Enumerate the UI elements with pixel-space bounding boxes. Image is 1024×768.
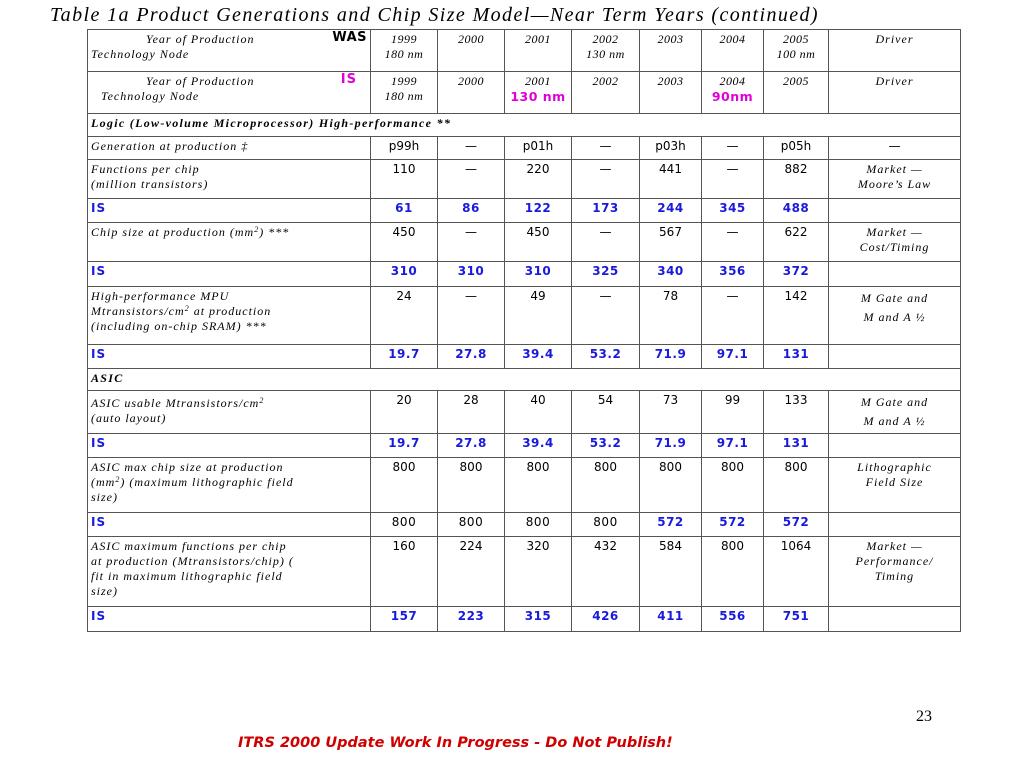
is-label: IS bbox=[88, 345, 371, 369]
header-cell: 2004 90nm bbox=[702, 72, 764, 114]
header-cell: 2000 bbox=[438, 72, 505, 114]
is-cell: 61 bbox=[371, 199, 438, 223]
cell: 54 bbox=[572, 391, 640, 434]
header-cell: 2005 bbox=[764, 72, 829, 114]
table-row-mpu-density-is bbox=[88, 345, 961, 369]
is-cell: 86 bbox=[438, 199, 505, 223]
is-cell: 800 bbox=[505, 513, 572, 537]
driver-cell: M Gate and M and A ½ bbox=[829, 391, 961, 434]
cell: — bbox=[438, 287, 505, 345]
cell: — bbox=[572, 223, 640, 262]
driver-cell: M Gate and M and A ½ bbox=[829, 287, 961, 345]
cell: 110 bbox=[371, 160, 438, 199]
driver-cell-empty bbox=[829, 434, 961, 458]
cell: 800 bbox=[702, 458, 764, 513]
cell: 49 bbox=[505, 287, 572, 345]
cell: 99 bbox=[702, 391, 764, 434]
is-cell: 131 bbox=[764, 345, 829, 369]
is-cell: 39.4 bbox=[505, 345, 572, 369]
is-label: IS bbox=[88, 199, 371, 223]
cell: 800 bbox=[505, 458, 572, 513]
driver-header: Driver bbox=[829, 30, 961, 72]
cell: 882 bbox=[764, 160, 829, 199]
table-row-chip-size-is bbox=[88, 262, 961, 287]
is-cell: 19.7 bbox=[371, 345, 438, 369]
is-cell: 800 bbox=[438, 513, 505, 537]
driver-cell-empty bbox=[829, 513, 961, 537]
cell: 584 bbox=[640, 537, 702, 607]
product-generations-table bbox=[87, 29, 961, 632]
cell: — bbox=[572, 287, 640, 345]
cell: — bbox=[572, 137, 640, 160]
cell: 800 bbox=[640, 458, 702, 513]
cell: 441 bbox=[640, 160, 702, 199]
table-row-asic-density-is bbox=[88, 434, 961, 458]
cell: 220 bbox=[505, 160, 572, 199]
was-tag: WAS bbox=[332, 30, 367, 45]
header-row-was bbox=[88, 30, 961, 72]
is-cell: 751 bbox=[764, 607, 829, 632]
table-row-asic-max-chip-is bbox=[88, 513, 961, 537]
year-of-production-label: Year of Production bbox=[146, 74, 255, 88]
row-label: ASIC maximum functions per chip at production (Mtransistors/chip) ( fit in maximum lithographic field size) bbox=[88, 537, 371, 607]
is-cell: 27.8 bbox=[438, 345, 505, 369]
is-cell: 27.8 bbox=[438, 434, 505, 458]
cell: 450 bbox=[505, 223, 572, 262]
header-cell: 2002 130 nm bbox=[572, 30, 640, 72]
row-label: ASIC usable Mtransistors/$cm^2$ (auto layout) bbox=[88, 391, 371, 434]
is-cell: 572 bbox=[764, 513, 829, 537]
table-row-chip-size bbox=[88, 223, 961, 262]
cell: p05h bbox=[764, 137, 829, 160]
header-cell: 1999 180 nm bbox=[371, 30, 438, 72]
row-label: ASIC max chip size at production $(mm^2)$ (maximum lithographic field size) bbox=[88, 458, 371, 513]
page-number: 23 bbox=[916, 708, 932, 725]
header-cell: 2002 bbox=[572, 72, 640, 114]
is-cell: 345 bbox=[702, 199, 764, 223]
is-cell: 97.1 bbox=[702, 345, 764, 369]
is-cell: 488 bbox=[764, 199, 829, 223]
table-row-asic-functions-is bbox=[88, 607, 961, 632]
page-title: Table 1a Product Generations and Chip Size Model—Near Term Years (continued) bbox=[50, 4, 819, 26]
cell: 24 bbox=[371, 287, 438, 345]
technology-node-label: Technology Node bbox=[91, 47, 190, 61]
cell: 800 bbox=[371, 458, 438, 513]
is-cell: 572 bbox=[702, 513, 764, 537]
is-cell: 372 bbox=[764, 262, 829, 287]
driver-cell: Market — Moore’s Law bbox=[829, 160, 961, 199]
is-cell: 310 bbox=[505, 262, 572, 287]
is-cell: 97.1 bbox=[702, 434, 764, 458]
table-row-asic-density bbox=[88, 391, 961, 434]
cell: 20 bbox=[371, 391, 438, 434]
is-cell: 340 bbox=[640, 262, 702, 287]
cell: 800 bbox=[438, 458, 505, 513]
is-label: IS bbox=[88, 434, 371, 458]
is-cell: 244 bbox=[640, 199, 702, 223]
is-cell: 71.9 bbox=[640, 434, 702, 458]
is-label: IS bbox=[88, 262, 371, 287]
table-row-mpu-density bbox=[88, 287, 961, 345]
header-cell: 2003 bbox=[640, 30, 702, 72]
is-cell: 223 bbox=[438, 607, 505, 632]
cell: 800 bbox=[702, 537, 764, 607]
is-cell: 572 bbox=[640, 513, 702, 537]
is-cell: 356 bbox=[702, 262, 764, 287]
cell: — bbox=[438, 160, 505, 199]
header-cell: 2003 bbox=[640, 72, 702, 114]
cell: 622 bbox=[764, 223, 829, 262]
table-row-asic-functions bbox=[88, 537, 961, 607]
is-cell: 800 bbox=[371, 513, 438, 537]
is-label: IS bbox=[88, 513, 371, 537]
is-label: IS bbox=[88, 607, 371, 632]
row-label: Chip size at production $(mm^2)$ *** bbox=[88, 223, 371, 262]
header-cell: 2001 bbox=[505, 30, 572, 72]
cell: 28 bbox=[438, 391, 505, 434]
is-cell: 122 bbox=[505, 199, 572, 223]
cell: — bbox=[438, 137, 505, 160]
cell: 40 bbox=[505, 391, 572, 434]
cell: 1064 bbox=[764, 537, 829, 607]
is-cell: 315 bbox=[505, 607, 572, 632]
cell: 78 bbox=[640, 287, 702, 345]
driver-cell: Market — Cost/Timing bbox=[829, 223, 961, 262]
cell: 142 bbox=[764, 287, 829, 345]
is-cell: 157 bbox=[371, 607, 438, 632]
table-row-functions bbox=[88, 160, 961, 199]
is-cell: 53.2 bbox=[572, 434, 640, 458]
cell: p99h bbox=[371, 137, 438, 160]
row-label: Generation at production ‡ bbox=[88, 137, 371, 160]
cell: 432 bbox=[572, 537, 640, 607]
is-cell: 131 bbox=[764, 434, 829, 458]
cell: p01h bbox=[505, 137, 572, 160]
section-asic-title: ASIC bbox=[88, 369, 961, 391]
technology-node-label: Technology Node bbox=[101, 89, 200, 103]
is-cell: 71.9 bbox=[640, 345, 702, 369]
cell: p03h bbox=[640, 137, 702, 160]
cell: 224 bbox=[438, 537, 505, 607]
driver-cell-empty bbox=[829, 607, 961, 632]
cell: 450 bbox=[371, 223, 438, 262]
table-row-asic-max-chip bbox=[88, 458, 961, 513]
header-label-was bbox=[88, 30, 371, 72]
driver-cell-empty bbox=[829, 199, 961, 223]
header-cell: 2005 100 nm bbox=[764, 30, 829, 72]
driver-cell: Market — Performance/ Timing bbox=[829, 537, 961, 607]
driver-cell-empty bbox=[829, 262, 961, 287]
cell: 133 bbox=[764, 391, 829, 434]
is-cell: 39.4 bbox=[505, 434, 572, 458]
cell: 567 bbox=[640, 223, 702, 262]
year-of-production-label: Year of Production bbox=[146, 32, 255, 46]
cell: 800 bbox=[572, 458, 640, 513]
is-cell: 800 bbox=[572, 513, 640, 537]
is-cell: 556 bbox=[702, 607, 764, 632]
header-cell: 2004 bbox=[702, 30, 764, 72]
is-cell: 19.7 bbox=[371, 434, 438, 458]
header-label-is bbox=[88, 72, 371, 114]
cell: — bbox=[702, 160, 764, 199]
cell: 160 bbox=[371, 537, 438, 607]
cell: — bbox=[702, 223, 764, 262]
cell: 73 bbox=[640, 391, 702, 434]
is-tag: IS bbox=[340, 72, 357, 87]
driver-header: Driver bbox=[829, 72, 961, 114]
header-cell: 2001 130 nm bbox=[505, 72, 572, 114]
cell: 800 bbox=[764, 458, 829, 513]
section-row-asic bbox=[88, 369, 961, 391]
footer-notice: ITRS 2000 Update Work In Progress - Do Not Publish! bbox=[238, 735, 673, 751]
is-cell: 411 bbox=[640, 607, 702, 632]
table-row-functions-is bbox=[88, 199, 961, 223]
driver-cell-empty bbox=[829, 345, 961, 369]
is-cell: 53.2 bbox=[572, 345, 640, 369]
is-cell: 310 bbox=[438, 262, 505, 287]
header-row-is bbox=[88, 72, 961, 114]
table-row-generation bbox=[88, 137, 961, 160]
cell: 320 bbox=[505, 537, 572, 607]
cell: — bbox=[702, 137, 764, 160]
is-cell: 426 bbox=[572, 607, 640, 632]
cell: — bbox=[572, 160, 640, 199]
row-label: High-performance MPU Mtransistors/$cm^2$ at production (including on-chip SRAM) *** bbox=[88, 287, 371, 345]
is-cell: 310 bbox=[371, 262, 438, 287]
section-logic-title: Logic (Low-volume Microprocessor) High-performance ** bbox=[88, 114, 961, 137]
driver-cell: — bbox=[829, 137, 961, 160]
driver-cell: Lithographic Field Size bbox=[829, 458, 961, 513]
is-cell: 173 bbox=[572, 199, 640, 223]
row-label: Functions per chip (million transistors) bbox=[88, 160, 371, 199]
header-cell: 2000 bbox=[438, 30, 505, 72]
is-cell: 325 bbox=[572, 262, 640, 287]
cell: — bbox=[702, 287, 764, 345]
cell: — bbox=[438, 223, 505, 262]
section-row-logic bbox=[88, 114, 961, 137]
header-cell: 1999 180 nm bbox=[371, 72, 438, 114]
